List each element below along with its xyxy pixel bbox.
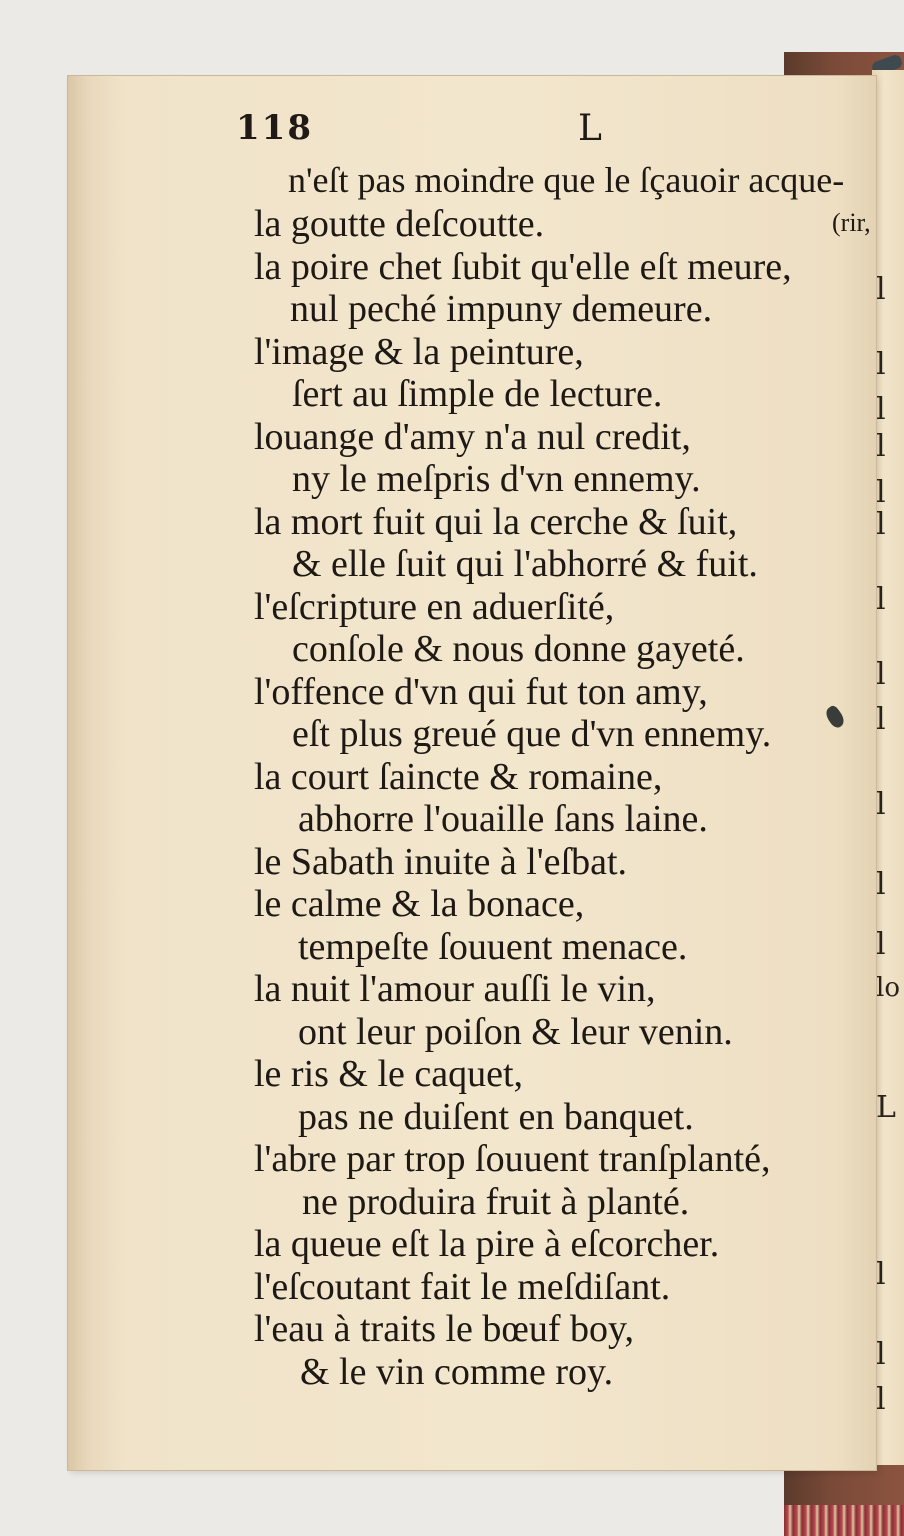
text-line: n'eſt pas moindre que le ſçauoir acque- [288, 160, 845, 200]
adjacent-page-letter: l [876, 702, 886, 737]
adjacent-page-letter: l [876, 582, 886, 617]
text-line: l'eſcoutant fait le meſdiſant. [254, 1266, 671, 1308]
text-line: ny le meſpris d'vn ennemy. [292, 458, 701, 500]
text-line: & le vin comme roy. [300, 1351, 614, 1393]
text-line: eſt plus greué que d'vn ennemy. [292, 713, 772, 755]
adjacent-page-letter: l [876, 867, 886, 902]
text-line: ne produira fruit à planté. [302, 1181, 690, 1223]
text-line: tempeſte ſouuent menace. [298, 926, 688, 968]
text-line: la poire chet ſubit qu'elle eſt meure, [254, 246, 792, 288]
text-line: l'abre par trop ſouuent tranſplanté, [254, 1138, 771, 1180]
adjacent-page-letter: l [876, 1257, 886, 1292]
text-line: la queue eſt la pire à eſcorcher. [254, 1223, 720, 1265]
adjacent-page-letter: l [876, 429, 886, 464]
adjacent-page-letter: l [876, 787, 886, 822]
text-line: le calme & la bonace, [254, 883, 585, 925]
adjacent-page-letter: L [876, 1090, 896, 1125]
signature-mark: L [578, 108, 602, 149]
text-line: conſole & nous donne gayeté. [292, 628, 745, 670]
text-line: la goutte deſcoutte. [254, 203, 545, 245]
text-line: ont leur poiſon & leur venin. [298, 1011, 733, 1053]
text-line: pas ne duiſent en banquet. [298, 1096, 694, 1138]
text-line: la court ſaincte & romaine, [254, 756, 663, 798]
adjacent-page-letter: l [876, 1382, 886, 1417]
text-line: le ris & le caquet, [254, 1053, 524, 1095]
text-line: nul peché impuny demeure. [290, 288, 713, 330]
adjacent-page-letter: l [876, 657, 886, 692]
text-line: l'eſcripture en aduerſité, [254, 586, 615, 628]
text-line: la nuit l'amour auſſi le vin, [254, 968, 656, 1010]
adjacent-page-letter: l [876, 347, 886, 382]
adjacent-page-edge [872, 70, 904, 1465]
adjacent-page-letter: lo [876, 973, 900, 1003]
text-line: & elle ſuit qui l'abhorré & fuit. [292, 543, 758, 585]
text-line: ſert au ſimple de lecture. [292, 373, 663, 415]
text-line: l'offence d'vn qui fut ton amy, [254, 671, 708, 713]
text-line: la mort fuit qui la cerche & ſuit, [254, 501, 738, 543]
text-line: abhorre l'ouaille ſans laine. [298, 798, 708, 840]
text-line: l'eau à traits le bœuf boy, [254, 1308, 635, 1350]
text-line-carryover: (rir, [832, 208, 871, 237]
adjacent-page-letter: l [876, 392, 886, 427]
adjacent-page-letter: l [876, 507, 886, 542]
text-line: l'image & la peinture, [254, 331, 584, 373]
adjacent-page-letter: l [876, 272, 886, 307]
book-headband [784, 1505, 904, 1536]
adjacent-page-letter: l [876, 927, 886, 962]
adjacent-page-letter: l [876, 1337, 886, 1372]
text-line: le Sabath inuite à l'eſbat. [254, 841, 628, 883]
text-line: louange d'amy n'a nul credit, [254, 416, 691, 458]
adjacent-page-letter: l [876, 475, 886, 510]
page-number: 118 [236, 108, 313, 148]
